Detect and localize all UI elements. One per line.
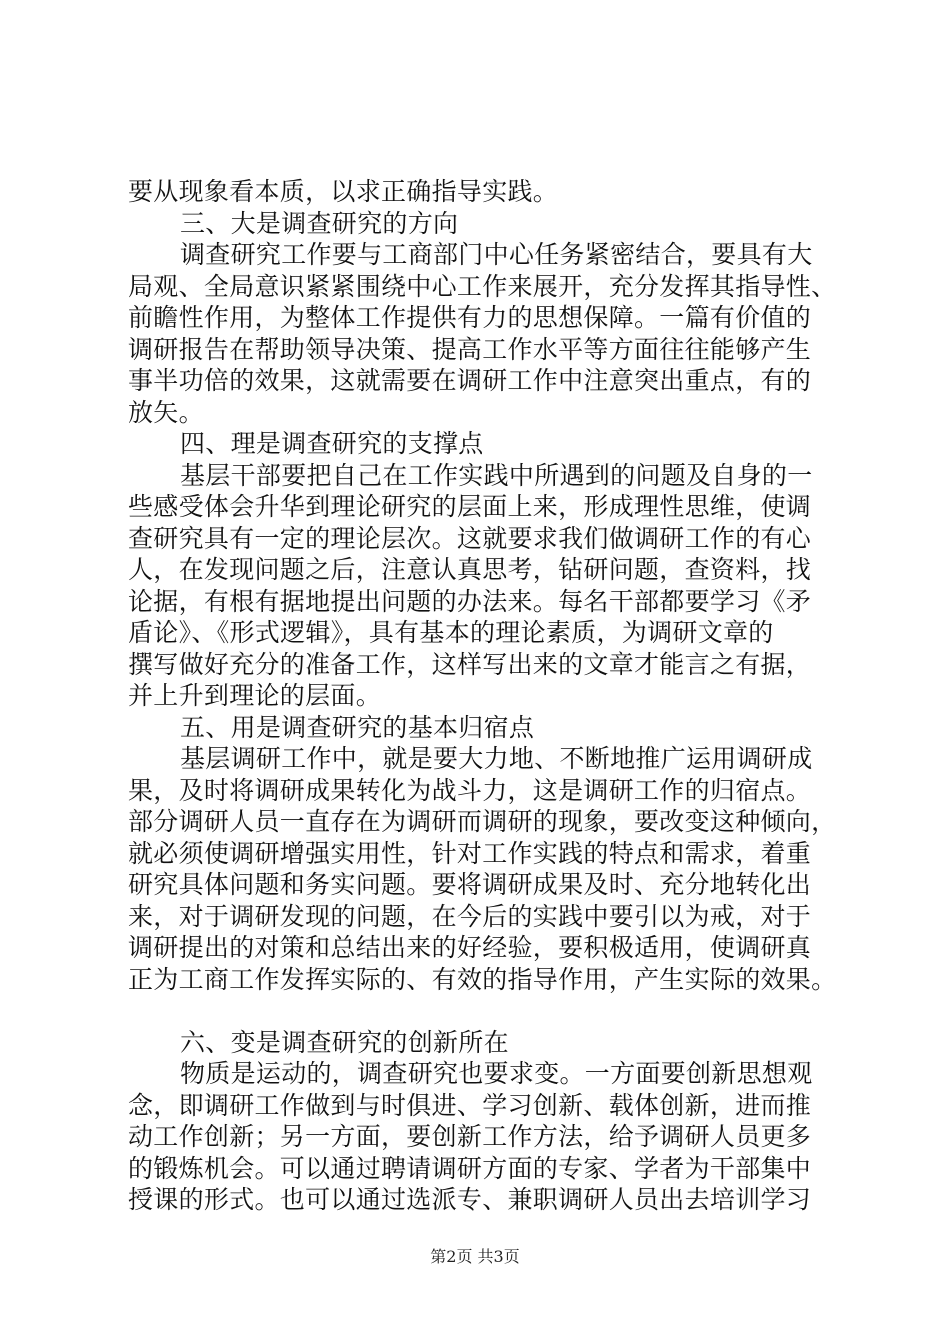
section-heading: 五、用是调查研究的基本归宿点	[180, 712, 535, 742]
paragraph-gap	[128, 995, 838, 1027]
text-line: 些感受体会升华到理论研究的层面上来，形成理性思维，使调	[128, 492, 812, 521]
section-heading: 四、理是调查研究的支撑点	[180, 429, 484, 458]
text-line: 就必须使调研增强实用性，针对工作实践的特点和需求，着重	[128, 838, 812, 868]
text-line: 授课的形式。也可以通过选派专、兼职调研人员出去培训学习	[128, 1185, 812, 1214]
section-heading: 六、变是调查研究的创新所在	[180, 1027, 509, 1057]
text-line: 念，即调研工作做到与时俱进、学习创新、载体创新，进而推	[128, 1090, 812, 1120]
text-line: 事半功倍的效果，这就需要在调研工作中注意突出重点，有的	[128, 366, 812, 395]
page-footer: 第2页 共3页	[430, 1247, 520, 1266]
text-line: 动工作创新；另一方面，要创新工作方法，给予调研人员更多	[128, 1122, 812, 1151]
body-text	[128, 176, 838, 1216]
text-line: 物质是运动的，调查研究也要求变。一方面要创新思想观	[180, 1059, 813, 1088]
text-line: 撰写做好充分的准备工作，这样写出来的文章才能言之有据，	[128, 649, 812, 679]
text-line: 研究具体问题和务实问题。要将调研成果及时、充分地转化出	[128, 870, 812, 899]
text-line: 要从现象看本质，以求正确指导实践。	[128, 177, 559, 206]
text-line: 基层调研工作中，就是要大力地、不断地推广运用调研成	[180, 744, 813, 773]
text-line: 前瞻性作用，为整体工作提供有力的思想保障。一篇有价值的	[128, 303, 812, 332]
text-line: 来，对于调研发现的问题，在今后的实践中要引以为戒，对于	[128, 901, 812, 931]
text-line: 部分调研人员一直存在为调研而调研的现象，要改变这种倾向，	[128, 807, 837, 836]
text-line: 局观、全局意识紧紧围绕中心工作来展开，充分发挥其指导性、	[128, 271, 837, 301]
section-heading: 三、大是调查研究的方向	[180, 208, 459, 238]
text-line: 调研报告在帮助领导决策、提高工作水平等方面往往能够产生	[128, 334, 812, 364]
text-line: 论据，有根有据地提出问题的办法来。每名干部都要学习《矛	[128, 586, 812, 616]
text-line: 盾论》、《形式逻辑》，具有基本的理论素质，为调研文章的	[128, 618, 774, 647]
text-line: 放矢。	[128, 397, 204, 427]
text-line: 果，及时将调研成果转化为战斗力，这是调研工作的归宿点。	[128, 775, 812, 805]
text-line: 人，在发现问题之后，注意认真思考，钻研问题，查资料，找	[128, 555, 812, 584]
text-line: 查研究具有一定的理论层次。这就要求我们做调研工作的有心	[128, 523, 812, 553]
text-line: 并上升到理论的层面。	[128, 681, 382, 710]
text-line: 正为工商工作发挥实际的、有效的指导作用，产生实际的效果。	[128, 964, 837, 994]
text-line: 调查研究工作要与工商部门中心任务紧密结合，要具有大	[180, 240, 813, 269]
text-line: 的锻炼机会。可以通过聘请调研方面的专家、学者为干部集中	[128, 1153, 812, 1183]
text-line: 调研提出的对策和总结出来的好经验，要积极适用，使调研真	[128, 933, 812, 962]
text-line: 基层干部要把自己在工作实践中所遇到的问题及自身的一	[180, 460, 813, 490]
